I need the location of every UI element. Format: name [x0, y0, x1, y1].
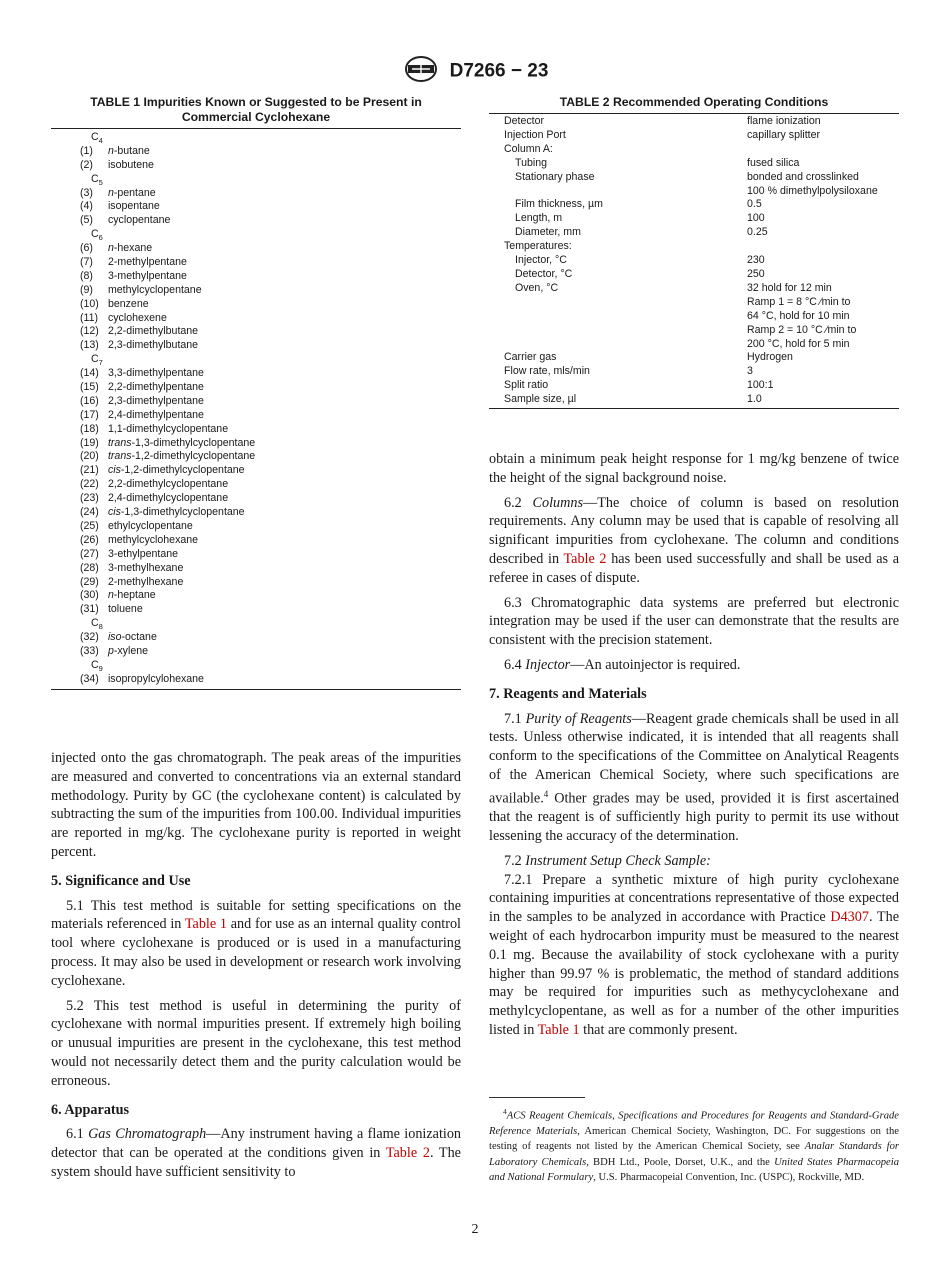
table-1-bottom-rule [51, 689, 461, 690]
impurity-item: (17) 2,4-dimethylpentane [80, 408, 204, 421]
table-2-bottom-rule [489, 408, 899, 409]
condition-row: Detector, °C 250 [515, 267, 765, 280]
carbon-group-heading: $C_8$ [91, 617, 103, 632]
impurity-item: (16) 2,3-dimethylpentane [80, 394, 204, 407]
table-2-link[interactable]: Table 2 [385, 1145, 430, 1162]
section-6-heading: 6. Apparatus [51, 1101, 130, 1118]
condition-row: Tubing fused silica [515, 156, 800, 169]
footnote-rule [489, 1097, 585, 1098]
impurity-item: (9) methylcyclopentane [80, 283, 202, 296]
impurity-item: (24) cis-1,3-dimethylcyclopentane [80, 506, 245, 519]
impurity-item: (6) n-hexane [80, 242, 153, 255]
condition-row: Column A: [504, 142, 553, 155]
impurity-item: (19) trans-1,3-dimethylcyclopentane [80, 436, 256, 449]
d4307-link[interactable]: D4307 [830, 909, 869, 926]
condition-row: Flow rate, mls/min 3 [504, 365, 753, 378]
impurity-item: (22) 2,2-dimethylcyclopentane [80, 478, 229, 491]
carbon-group-heading: $C_6$ [91, 228, 103, 243]
impurity-item: (25) ethylcyclopentane [80, 519, 193, 532]
condition-row: 100 % dimethylpolysiloxane [747, 184, 878, 197]
impurity-item: (32) iso-octane [80, 631, 157, 644]
paragraph-6-3: 6.3 Chromatographic data systems are preferred but electronic integration may be used if the user can demonstrate that the results are consistent with the precision statement. [489, 594, 899, 649]
impurity-item: (1) n-butane [80, 144, 150, 157]
condition-row: Sample size, µl 1.0 [504, 393, 762, 406]
carbon-group-heading: $C_5$ [91, 172, 103, 187]
carbon-group-heading: $C_7$ [91, 353, 103, 368]
impurity-item: (27) 3-ethylpentane [80, 547, 179, 560]
paragraph-7-2: 7.2 Instrument Setup Check Sample: [504, 852, 711, 869]
footnote-ref-4[interactable]: 4 [543, 788, 549, 799]
page-header [0, 56, 950, 87]
impurity-item: (14) 3,3-dimethylpentane [80, 367, 204, 380]
paragraph-5-1: 5.1 This test method is suitable for setting specifications on the materials referenced in Table 1 and for use as an internal quality control tool where cyclohexane is produced or is used in a manufacturing process. It may also be used in development or research work involving cyclohexane. [51, 897, 461, 989]
impurity-item: (23) 2,4-dimethylcyclopentane [80, 492, 229, 505]
impurity-item: (4) isopentane [80, 200, 160, 213]
condition-row: Ramp 2 = 10 °C ⁄min to [747, 323, 857, 336]
carbon-group-heading: $C_9$ [91, 658, 103, 673]
impurity-item: (20) trans-1,2-dimethylcyclopentane [80, 450, 256, 463]
paragraph-continued: obtain a minimum peak height response for 1 mg/kg benzene of twice the height of the signal background noise. [489, 451, 899, 486]
document-id: D7266 − 23 [449, 60, 549, 82]
paragraph-6-1: 6.1 Gas Chromatograph—Any instrument having a flame ionization detector that can be operated at the conditions given in Table 2. The system should have sufficient sensitivity to [51, 1126, 462, 1180]
impurity-item: (10) benzene [80, 297, 149, 310]
section-5-heading: 5. Significance and Use [51, 872, 191, 889]
impurity-item: (31) toluene [80, 603, 143, 616]
condition-row: Temperatures: [504, 240, 572, 253]
impurity-item: (29) 2-methylhexane [80, 575, 184, 588]
operating-conditions-body [489, 115, 899, 407]
impurity-item: (11) cyclohexene [80, 311, 167, 324]
page-number: 2 [471, 1222, 479, 1237]
table-2-caption: TABLE 2 Recommended Operating Conditions [559, 95, 829, 109]
condition-row: Diameter, mm 0.25 [515, 226, 768, 239]
condition-row: 200 °C, hold for 5 min [747, 337, 850, 350]
impurity-list [51, 131, 461, 687]
impurity-item: (21) cis-1,2-dimethylcyclopentane [80, 464, 245, 477]
impurity-item: (15) 2,2-dimethylpentane [80, 381, 204, 394]
impurity-item: (8) 3-methylpentane [80, 269, 187, 282]
paragraph-7-1: 7.1 Purity of Reagents—Reagent grade chemicals shall be used in all tests. Unless otherwise indicated, it is intended that all reagents shall conform to the specifications of the Committee on Analytical Reagents of the American Chemical Society, where such specifications are available.$^4$ Other grades may be used, provided it is first ascertained that the reagent is of sufficiently high purity to permit its use without lessening the accuracy of the determination. [489, 710, 899, 845]
condition-row: Film thickness, µm 0.5 [515, 198, 762, 211]
paragraph-7-2-1: 7.2.1 Prepare a synthetic mixture of high purity cyclohexane containing impurities at concentrations representative of those expected in the samples to be analyzed in accordance with Practice D4307. The weight of each hydrocarbon impurity must be measured to the nearest 0.1 mg. Because the availability of stock cyclohexane with a purity higher than 99.97 % is problematic, the method of standard additions may be required for impurities such as methycyclohexane and methylcyclopentane, as well as for a number of the other impurities listed in Table 1 that are commonly present. [489, 871, 899, 1039]
table-1-top-rule [51, 128, 461, 129]
table-1-caption: TABLE 1 Impurities Known or Suggested to be Present in Commercial Cyclohexane [90, 95, 422, 124]
condition-row: Carrier gas Hydrogen [504, 351, 793, 364]
table-2-link[interactable]: Table 2 [563, 550, 607, 567]
impurity-item: (5) cyclopentane [80, 214, 171, 227]
impurity-item: (18) 1,1-dimethylcyclopentane [80, 422, 229, 435]
paragraph-injected: injected onto the gas chromatograph. The peak areas of the impurities are measured and converted to concentrations via an external standard methodology. Purity by GC (the cyclohexane content) is calculated by subtracting the sum of the impurities from 100.00. Individual impurities are reported in mg/kg. The cyclohexane purity is reported in weight percent. [51, 750, 461, 860]
condition-row: 64 °C, hold for 10 min [747, 309, 850, 322]
impurity-item: (13) 2,3-dimethylbutane [80, 339, 199, 352]
impurity-item: (30) n-heptane [80, 589, 156, 602]
condition-row: Injection Port capillary splitter [504, 128, 821, 141]
table-1-link[interactable]: Table 1 [537, 1022, 580, 1039]
table-1 [51, 95, 461, 690]
astm-logo-icon [402, 56, 440, 87]
table-1-link[interactable]: Table 1 [184, 916, 227, 933]
impurity-item: (34) isopropylcylohexane [80, 672, 204, 685]
impurity-item: (26) methylcyclohexane [80, 533, 199, 546]
paragraph-6-4: 6.4 Injector—An autoinjector is required. [504, 656, 741, 673]
condition-row: Detector flame ionization [504, 115, 821, 127]
paragraph-5-2: 5.2 This test method is useful in determining the purity of cyclohexane with normal impurities present. If extremely high boiling or unusual impurities are present in the cyclohexane, this test method would not necessarily detect them and the purity calculation would be erroneous. [51, 997, 461, 1089]
impurity-item: (2) isobutene [80, 158, 154, 171]
right-column [489, 450, 899, 1046]
impurity-item: (7) 2-methylpentane [80, 256, 187, 269]
condition-row: Ramp 1 = 8 °C ⁄min to [747, 295, 851, 308]
table-2 [489, 95, 899, 409]
condition-row: Injector, °C 230 [515, 254, 765, 267]
paragraph-6-2: 6.2 Columns—The choice of column is based on resolution requirements. Any column may be used that is capable of resolving all significant impurities from cyclohexane. The column and conditions described in Table 2 has been used successfully and shall be used as a referee in cases of dispute. [489, 494, 899, 586]
left-column [51, 749, 461, 1188]
condition-row: Split ratio 100:1 [504, 379, 774, 392]
footnote-4: $^4$ACS Reagent Chemicals, Specifications and Procedures for Reagents and Standard-Grade Reference Materials, American Chemical Society, Washington, DC. For suggestions on the testing of reagents not listed by the American Chemical Society, see Analar Standards for Laboratory Chemicals, BDH Ltd., Poole, Dorset, U.K., and the United States Pharmacopeia and National Formulary, U.S. Pharmacopeial Convention, Inc. (USPC), Rockville, MD. [489, 1107, 900, 1184]
condition-row: Length, m 100 [515, 212, 765, 225]
impurity-item: (3) n-pentane [80, 186, 156, 199]
carbon-group-heading: $C_4$ [91, 131, 103, 146]
table-2-top-rule [489, 113, 899, 114]
impurity-item: (33) p-xylene [80, 644, 149, 657]
impurity-item: (28) 3-methylhexane [80, 561, 184, 574]
condition-row: Stationary phase bonded and crosslinked [515, 170, 859, 183]
condition-row: Oven, °C 32 hold for 12 min [515, 281, 832, 294]
impurity-item: (12) 2,2-dimethylbutane [80, 325, 199, 338]
section-7-heading: 7. Reagents and Materials [489, 685, 647, 702]
